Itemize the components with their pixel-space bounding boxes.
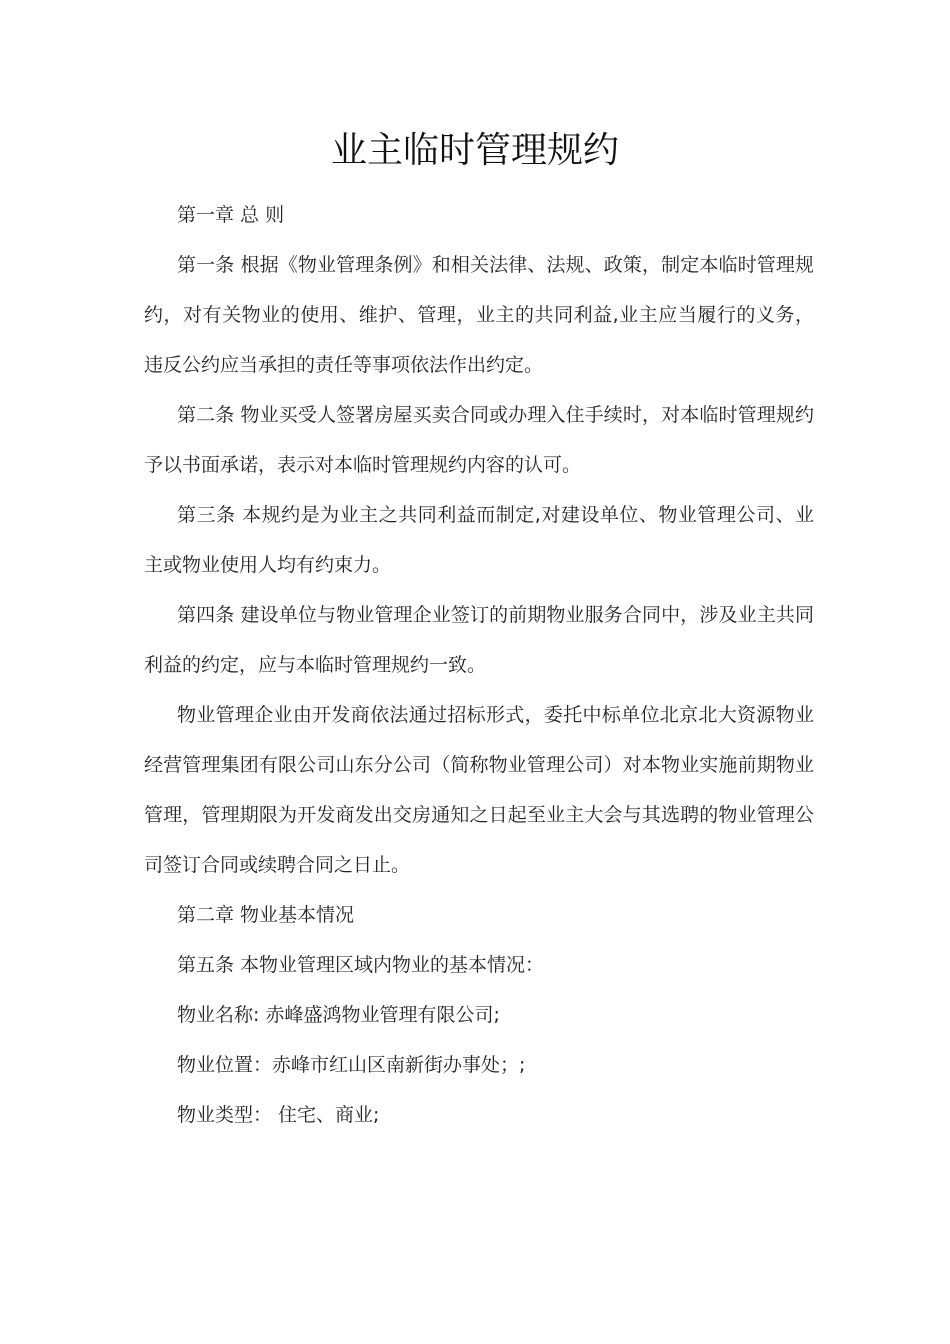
article-paragraph: 第五条 本物业管理区域内物业的基本情况： [177,954,545,976]
document-body [144,190,814,1140]
document-title: 业主临时管理规约 [330,130,619,171]
chapter-heading: 第二章 物业基本情况 [177,904,355,926]
property-detail: 物业类型： 住宅、商业; [177,1104,380,1126]
property-detail: 物业位置：赤峰市红山区南新街办事处；; [177,1054,526,1076]
article-paragraph: 第一条 根据《物业管理条例》和相关法律、法规、政策，制定本临时管理规约，对有关物业的使用、维护、管理，业主的共同利益,业主应当履行的义务，违反公约应当承担的责任等事项依法作出约定。 [144,254,814,376]
article-paragraph: 物业管理企业由开发商依法通过招标形式，委托中标单位北京北大资源物业经营管理集团有限公司山东分公司（简称物业管理公司）对本物业实施前期物业管理，管理期限为开发商发出交房通知之日起至业主大会与其选聘的物业管理公司签订合同或续聘合同之日止。 [144,704,814,876]
property-detail: 物业名称: 赤峰盛鸿物业管理有限公司; [177,1004,500,1026]
article-paragraph: 第四条 建设单位与物业管理企业签订的前期物业服务合同中，涉及业主共同利益的约定，应与本临时管理规约一致。 [144,604,814,676]
article-paragraph: 第三条 本规约是为业主之共同利益而制定,对建设单位、物业管理公司、业主或物业使用人均有约束力。 [144,504,814,576]
article-paragraph: 第二条 物业买受人签署房屋买卖合同或办理入住手续时，对本临时管理规约予以书面承诺，表示对本临时管理规约内容的认可。 [144,404,814,476]
chapter-heading: 第一章 总 则 [177,204,285,226]
